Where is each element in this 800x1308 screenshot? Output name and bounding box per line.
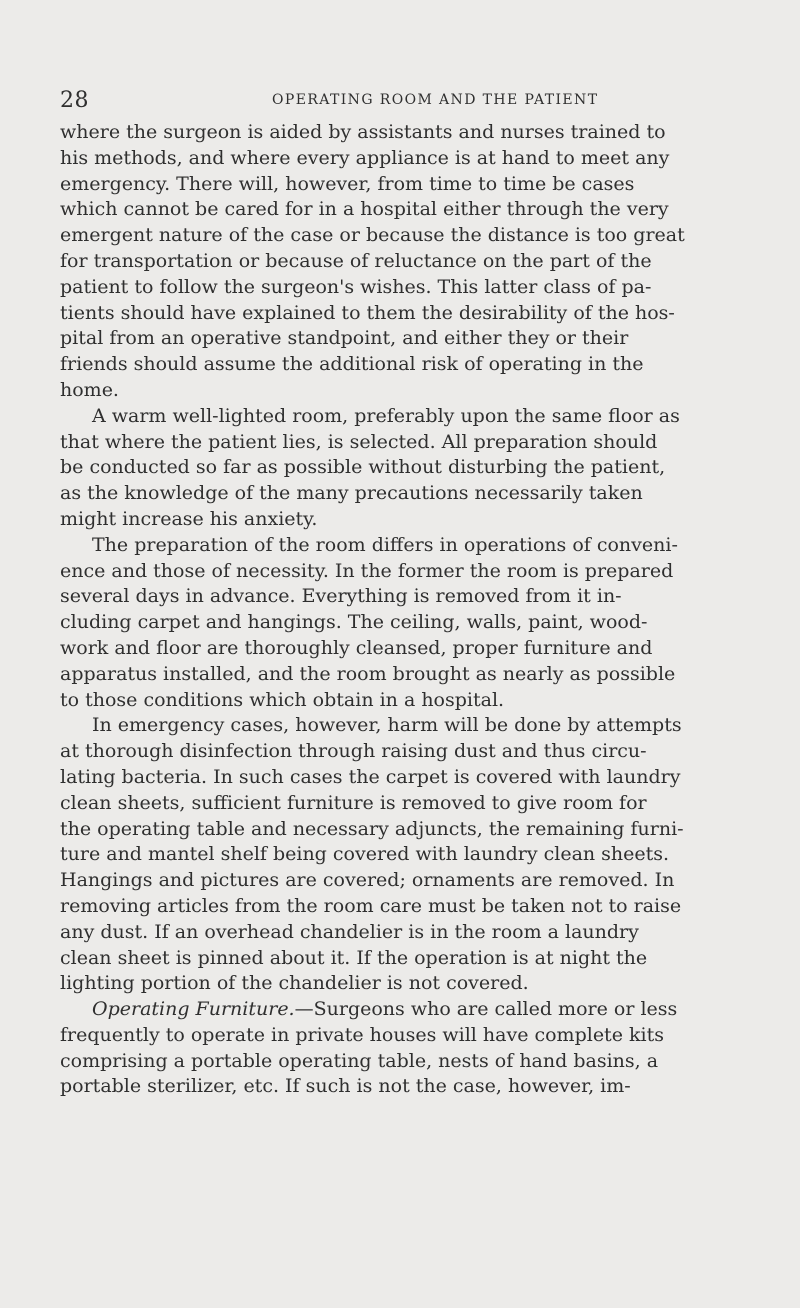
text-line: cluding carpet and hangings. The ceiling, walls, paint, wood-	[60, 611, 648, 634]
text-line: that where the patient lies, is selected. All preparation should	[60, 430, 658, 453]
text-line: home.	[60, 378, 119, 401]
text-line: The preparation of the room differs in operations of conveni-	[92, 533, 678, 556]
text-line: his methods, and where every appliance is at hand to meet any	[60, 146, 670, 169]
text-line: any dust. If an overhead chandelier is in the room a laundry	[60, 920, 639, 943]
text-line: ence and those of necessity. In the former the room is prepared	[60, 559, 674, 582]
text-line: Hangings and pictures are covered; ornaments are removed. In	[60, 869, 675, 892]
text-line: at thorough disinfection through raising dust and thus circu-	[60, 740, 647, 763]
page-number: 28	[60, 88, 89, 113]
text-line: emergent nature of the case or because the distance is too great	[60, 224, 685, 247]
text-line: frequently to operate in private houses will have complete kits	[60, 1023, 664, 1046]
paragraph	[60, 533, 740, 714]
text-line: tients should have explained to them the desirability of the hos-	[60, 301, 675, 324]
text-line: comprising a portable operating table, nests of hand basins, a	[60, 1049, 659, 1072]
paragraph	[60, 120, 740, 404]
section-subhead: Operating Furniture.	[92, 998, 295, 1021]
running-title: OPERATING ROOM AND THE PATIENT	[272, 92, 599, 108]
body-text	[60, 120, 740, 1100]
page-header	[60, 88, 740, 112]
text-line: the operating table and necessary adjuncts, the remaining furni-	[60, 817, 684, 840]
text-line: patient to follow the surgeon's wishes. This latter class of pa-	[60, 275, 652, 298]
paragraph	[60, 404, 740, 533]
text-line: In emergency cases, however, harm will be done by attempts	[92, 714, 682, 737]
paragraph	[60, 713, 740, 997]
text-line: ture and mantel shelf being covered with laundry clean sheets.	[60, 843, 670, 866]
text-line: work and floor are thoroughly cleansed, proper furniture and	[60, 636, 653, 659]
text-line: removing articles from the room care must be taken not to raise	[60, 894, 682, 917]
text-line: pital from an operative standpoint, and either they or their	[60, 327, 629, 350]
text-line: be conducted so far as possible without disturbing the patient,	[60, 456, 666, 479]
text-line: which cannot be cared for in a hospital either through the very	[60, 198, 669, 221]
text-line: several days in advance. Everything is removed from it in-	[60, 585, 622, 608]
text-line: apparatus installed, and the room brought as nearly as possible	[60, 662, 676, 685]
text-line: lighting portion of the chandelier is not covered.	[60, 972, 529, 995]
text-line: friends should assume the additional risk of operating in the	[60, 353, 644, 376]
text-line: as the knowledge of the many precautions necessarily taken	[60, 482, 643, 505]
text-line: where the surgeon is aided by assistants and nurses trained to	[60, 121, 666, 143]
text-line: to those conditions which obtain in a hospital.	[60, 688, 505, 711]
text-line: for transportation or because of reluctance on the part of the	[60, 249, 652, 272]
text-line: might increase his anxiety.	[60, 507, 318, 530]
text-line: lating bacteria. In such cases the carpet is covered with laundry	[60, 765, 681, 788]
text-line: A warm well-lighted room, preferably upon the same floor as	[92, 404, 680, 427]
text-line: clean sheet is pinned about it. If the operation is at night the	[60, 946, 648, 969]
text-line: portable sterilizer, etc. If such is not the case, however, im-	[60, 1075, 631, 1098]
text-line: clean sheets, sufficient furniture is removed to give room for	[60, 791, 647, 814]
text-line: emergency. There will, however, from time to time be cases	[60, 172, 635, 195]
paragraph	[60, 997, 740, 1100]
text-line-rest: —Surgeons who are called more or less	[294, 998, 678, 1021]
text-line	[60, 997, 740, 1023]
